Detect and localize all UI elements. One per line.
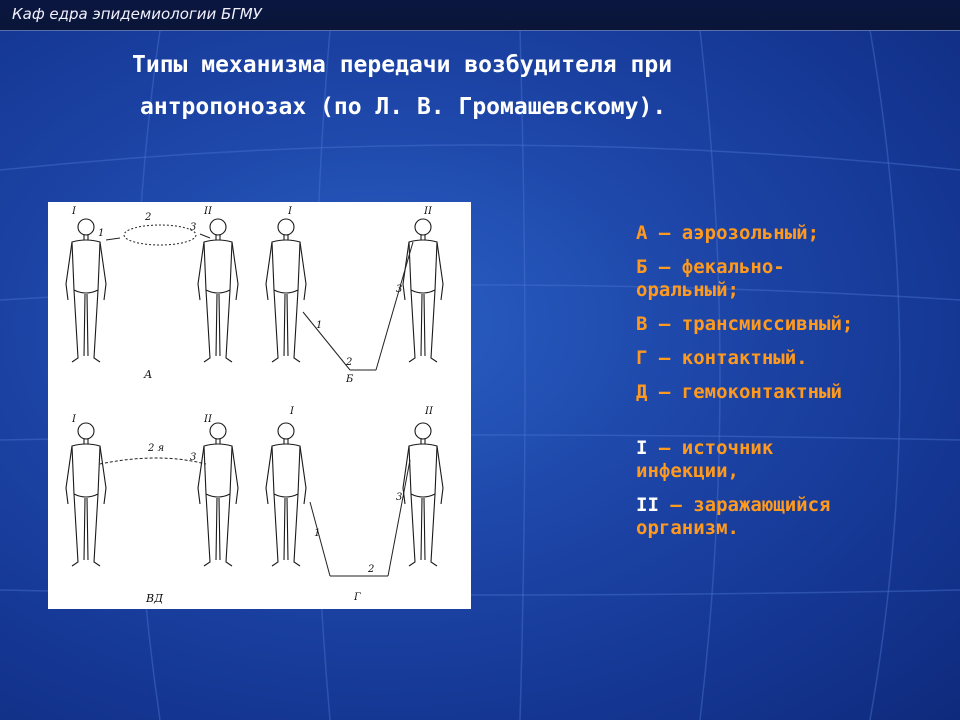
label-g-1: 1 [314, 528, 321, 539]
label-a-source: I [72, 206, 76, 217]
label-vd-target: II [204, 414, 212, 425]
label-b-letter: Б [346, 374, 354, 385]
legend-item-v: В — трансмиссивный; [636, 313, 854, 335]
arrow-g-1 [310, 502, 330, 576]
label-vd-2: 2 я [148, 443, 165, 454]
legend-source-text: — источник инфекции, [636, 437, 774, 482]
transmission-diagram [48, 202, 471, 609]
label-g-letter: Г [354, 592, 361, 603]
figure-source-vd [66, 423, 106, 566]
label-vd-3: 3 [190, 452, 197, 463]
label-g-source: I [290, 406, 294, 417]
slide-title-line-2: антропонозах (по Л. В. Громашевскому). [140, 94, 667, 120]
label-vd-letter: ВД [146, 592, 164, 605]
slide-title-line-1: Типы механизма передачи возбудителя при [132, 52, 673, 78]
legend-item-g: Г — контактный. [636, 347, 808, 369]
figure-source-b [266, 219, 306, 362]
legend-target [636, 494, 946, 540]
label-vd-source: I [72, 414, 76, 425]
label-b-1: 1 [316, 320, 323, 331]
label-g-target: II [425, 406, 433, 417]
label-g-2: 2 [368, 564, 375, 575]
legend-item-b: Б — фекально- оральный; [636, 256, 785, 301]
header-title: Каф едра эпидемиологии БГМУ [12, 5, 262, 23]
figure-recipient-b [403, 219, 443, 362]
header-bar [0, 0, 960, 31]
arrow-b-1 [303, 312, 353, 370]
legend-target-text: — заражающийся организм. [636, 494, 831, 539]
label-a-3: 3 [190, 222, 197, 233]
label-a-target: II [204, 206, 212, 217]
legend [636, 222, 946, 551]
legend-source [636, 437, 946, 483]
label-b-2: 2 [346, 357, 353, 368]
legend-item-d: Д — гемоконтактный [636, 381, 842, 403]
label-g-3: 3 [396, 492, 403, 503]
label-a-2: 2 [145, 212, 152, 223]
figure-recipient-a [198, 219, 238, 362]
label-a-letter: А [144, 368, 153, 381]
label-a-1: 1 [98, 228, 105, 239]
label-b-target: II [424, 206, 432, 217]
figure-source-a [66, 219, 106, 362]
slide-title [120, 44, 880, 128]
arrow-a-2 [200, 234, 210, 238]
legend-source-prefix: I [636, 437, 648, 459]
figure-recipient-vd [198, 423, 238, 566]
arrow-b-3 [376, 242, 413, 370]
label-b-3: 3 [396, 284, 403, 295]
arrow-g-3 [388, 460, 410, 576]
label-b-source: I [288, 206, 292, 217]
transmission-figure [48, 202, 471, 609]
legend-target-prefix: II [636, 494, 659, 516]
legend-item-a: А — аэрозольный; [636, 222, 820, 244]
figure-source-g [266, 423, 306, 566]
aerosol-cloud [124, 225, 196, 245]
arrow-a-1 [106, 238, 120, 240]
legend-gap [636, 415, 946, 437]
figure-recipient-g [403, 423, 443, 566]
